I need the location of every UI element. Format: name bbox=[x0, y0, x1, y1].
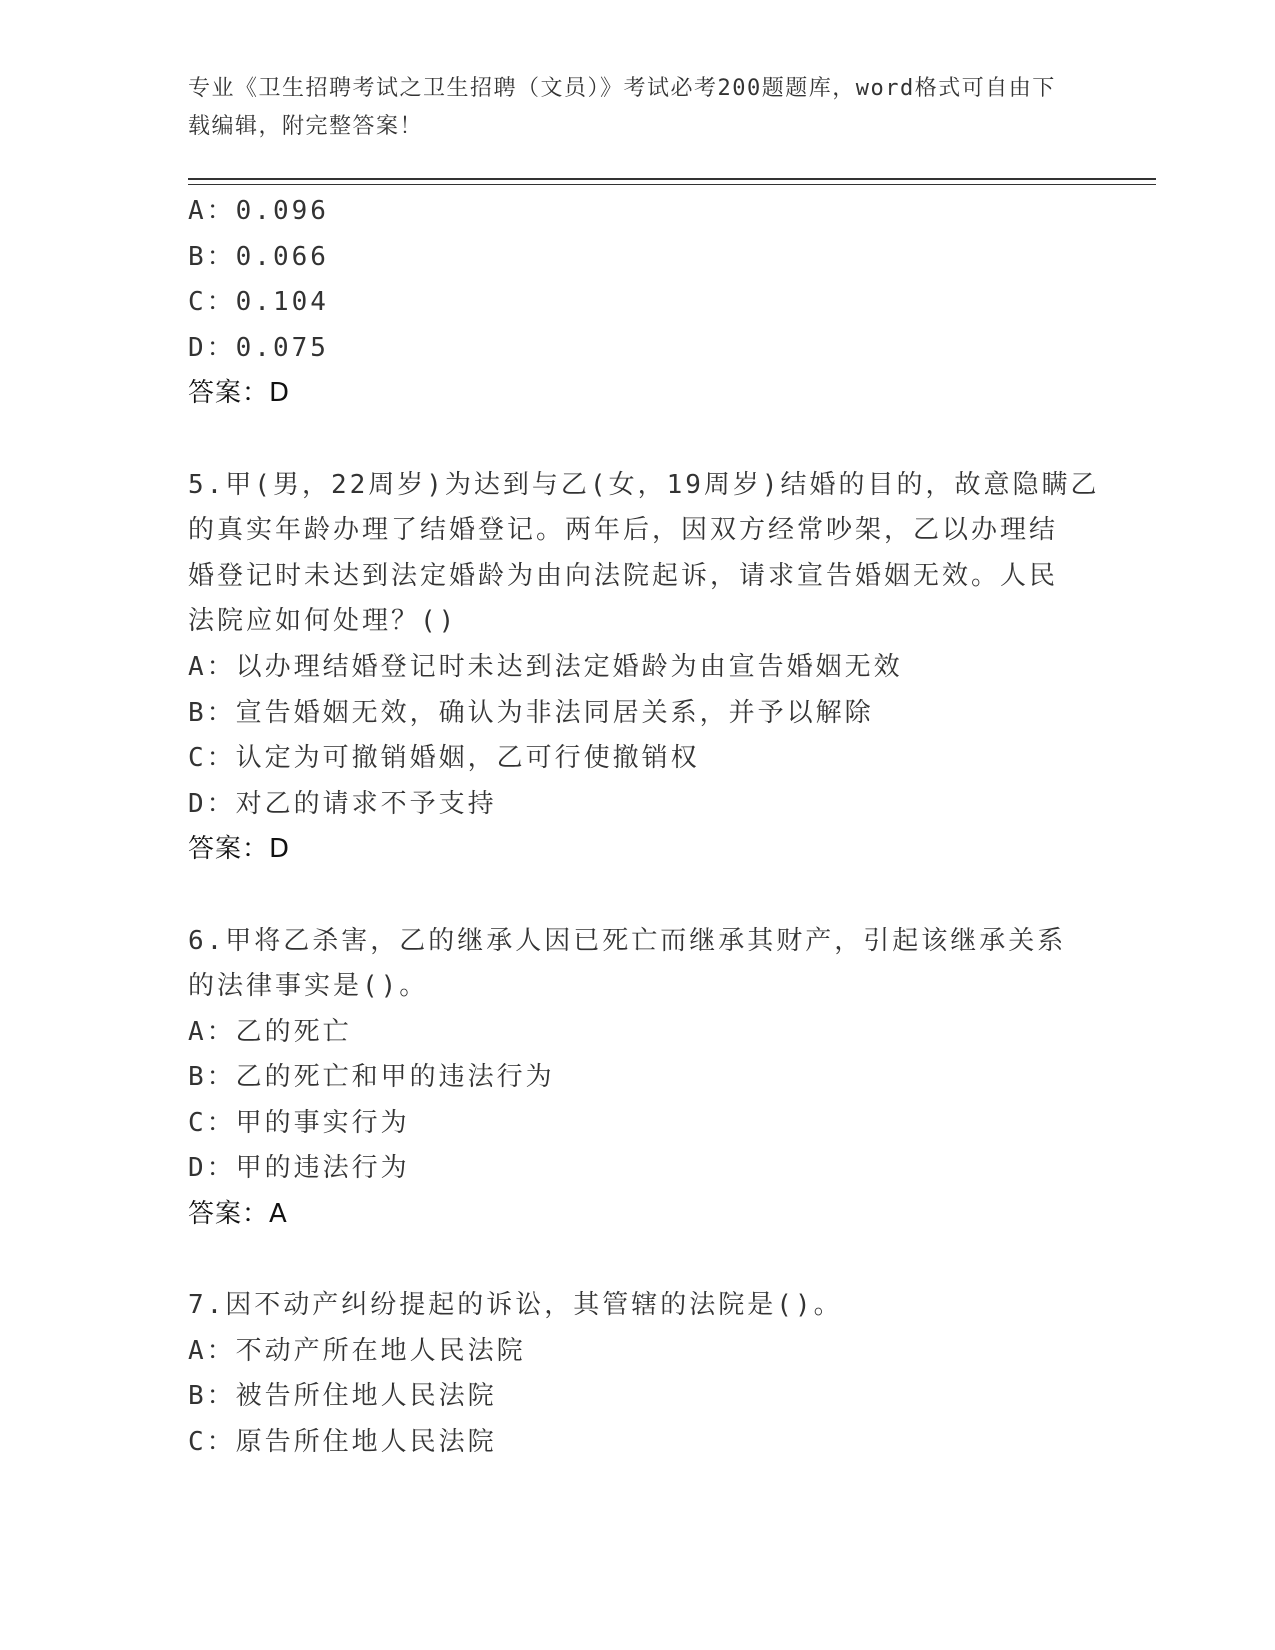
question-text-line: 法院应如何处理？() bbox=[188, 606, 458, 637]
option-a: A：不动产所在地人民法院 bbox=[188, 1335, 526, 1366]
question-text-line: 的真实年龄办理了结婚登记。两年后，因双方经常吵架，乙以办理结 bbox=[188, 515, 1059, 546]
header-rule-thin bbox=[188, 184, 1156, 185]
prev-question-options bbox=[188, 189, 1088, 417]
option-c: C：原告所住地人民法院 bbox=[188, 1427, 497, 1458]
option-b: B：被告所住地人民法院 bbox=[188, 1381, 497, 1412]
option-a: A：乙的死亡 bbox=[188, 1016, 352, 1047]
option-b: B：0.066 bbox=[188, 241, 329, 272]
document-header: 专业《卫生招聘考试之卫生招聘（文员）》考试必考200题题库，word格式可自由下载编辑，附完整答案！ bbox=[188, 76, 1056, 139]
question-5 bbox=[188, 463, 1100, 873]
question-content bbox=[188, 189, 1100, 1466]
question-text-line: 婚登记时未达到法定婚龄为由向法院起诉，请求宣告婚姻无效。人民 bbox=[188, 560, 1059, 591]
spacer bbox=[188, 873, 1088, 919]
question-text-line: 的法律事实是()。 bbox=[188, 971, 429, 1002]
question-text-line: 5.甲(男，22周岁)为达到与乙(女，19周岁)结婚的目的，故意隐瞒乙 bbox=[188, 469, 1100, 500]
header-rule-thick bbox=[188, 178, 1156, 180]
option-b: B：乙的死亡和甲的违法行为 bbox=[188, 1062, 555, 1093]
spacer bbox=[188, 417, 1088, 463]
option-a: A：以办理结婚登记时未达到法定婚龄为由宣告婚姻无效 bbox=[188, 651, 903, 682]
option-d: D：对乙的请求不予支持 bbox=[188, 788, 497, 819]
option-b: B：宣告婚姻无效，确认为非法同居关系，并予以解除 bbox=[188, 697, 874, 728]
question-7 bbox=[188, 1283, 1088, 1465]
question-6 bbox=[188, 919, 1088, 1238]
option-c: C：认定为可撤销婚姻，乙可行使撤销权 bbox=[188, 743, 700, 774]
option-d: D：甲的违法行为 bbox=[188, 1153, 410, 1184]
option-a: A：0.096 bbox=[188, 196, 329, 226]
option-c: C：甲的事实行为 bbox=[188, 1107, 410, 1138]
answer-line: 答案：D bbox=[188, 378, 291, 409]
answer-line: 答案：A bbox=[188, 1199, 288, 1230]
question-text-line: 6.甲将乙杀害，乙的继承人因已死亡而继承其财产，引起该继承关系 bbox=[188, 925, 1067, 956]
option-c: C：0.104 bbox=[188, 287, 329, 318]
spacer bbox=[188, 1238, 1088, 1284]
question-text-line: 7.因不动产纠纷提起的诉讼，其管辖的法院是()。 bbox=[188, 1290, 843, 1321]
option-d: D：0.075 bbox=[188, 332, 329, 363]
answer-line: 答案：D bbox=[188, 834, 291, 865]
